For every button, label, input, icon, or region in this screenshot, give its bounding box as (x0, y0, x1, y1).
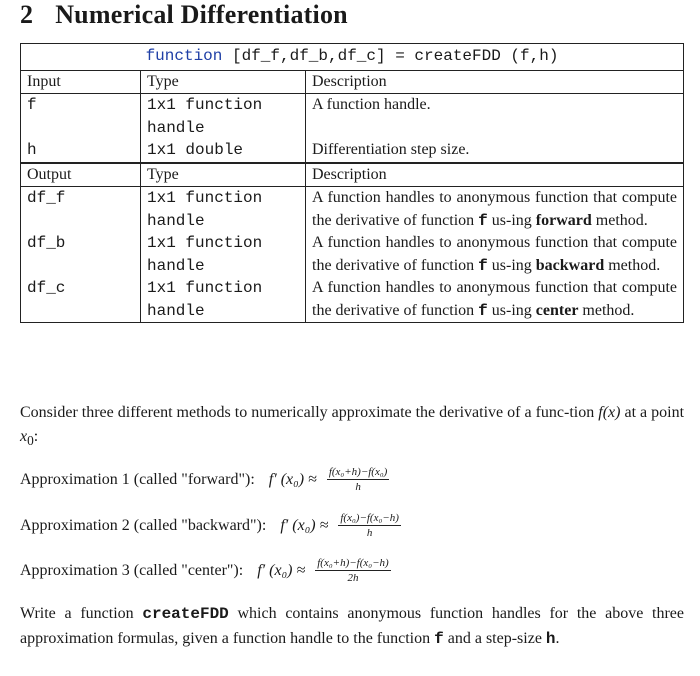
output-description: A function handles to anonymous function that compute the derivative of function f us-ing forward method. (306, 187, 684, 233)
approximation-fraction (338, 512, 401, 540)
input-header-type: Type (141, 70, 306, 94)
output-header-type: Type (141, 163, 306, 187)
fraction-numerator: f(x₀)−f(x₀−h) (340, 512, 399, 524)
approximation-lhs: f′ (x₀) ≈ (268, 471, 317, 488)
output-header-label: Output (21, 163, 141, 187)
output-row-df-f (21, 187, 684, 233)
fraction-denominator: h (366, 527, 373, 539)
output-name: df_f (21, 187, 141, 233)
output-name: df_b (21, 232, 141, 277)
input-row-h (21, 139, 684, 163)
output-description: A function handles to anonymous function that compute the derivative of function f us-ing backward method. (306, 232, 684, 277)
output-row-df-b (21, 232, 684, 277)
signature-keyword: function (145, 47, 223, 65)
input-type: 1x1 function handle (141, 94, 306, 140)
approximation-label: Approximation 2 (called "backward"): (20, 517, 267, 534)
approximation-backward (20, 512, 401, 540)
fraction-numerator: f(x₀+h)−f(x₀−h) (317, 557, 389, 569)
approximation-label: Approximation 3 (called "center"): (20, 562, 244, 579)
signature-text: [df_f,df_b,df_c] = createFDD (f,h) (231, 47, 559, 65)
input-row-f (21, 94, 684, 140)
fraction-denominator: 2h (347, 572, 359, 584)
fraction-denominator: h (355, 481, 361, 493)
output-description: A function handles to anonymous function that compute the derivative of function f us-ing center method. (306, 277, 684, 323)
section-number: 2 (20, 0, 34, 29)
approximation-fraction (327, 466, 390, 494)
input-header-label: Input (21, 70, 141, 94)
section-heading (20, 0, 348, 30)
output-name: df_c (21, 277, 141, 323)
fraction-numerator: f(x₀+h)−f(x₀) (328, 466, 388, 478)
output-type: 1x1 function handle (141, 277, 306, 323)
output-type: 1x1 function handle (141, 187, 306, 233)
input-type: 1x1 double (141, 139, 306, 163)
input-header-description: Description (306, 70, 684, 94)
output-header-description: Description (306, 163, 684, 187)
section-title: Numerical Differentiation (55, 0, 348, 29)
input-header-row (21, 70, 684, 94)
function-name: createFDD (142, 605, 229, 623)
signature-cell (21, 44, 684, 71)
approximation-fraction (315, 557, 390, 585)
output-header-row (21, 163, 684, 187)
input-name: h (21, 139, 141, 163)
function-spec-table (20, 43, 684, 323)
signature-row (21, 44, 684, 71)
approximation-lhs: f′ (x₀) ≈ (280, 517, 329, 534)
input-name: f (21, 94, 141, 140)
approximation-center (20, 557, 391, 585)
approximation-forward (20, 466, 389, 494)
intro-paragraph: Consider three different methods to numerically approximate the derivative of a func-tion f(x) at a point $x_0$: (20, 404, 685, 448)
input-description: Differentiation step size. (306, 139, 684, 163)
approximation-lhs: f′ (x₀) ≈ (257, 562, 306, 579)
output-row-df-c (21, 277, 684, 323)
closing-paragraph: Write a function createFDD which contains anonymous function handles for the above three approximation formulas, given a function handle to the function f and a step-size h. (20, 605, 685, 648)
approximation-label: Approximation 1 (called "forward"): (20, 471, 255, 488)
input-description: A function handle. (306, 94, 684, 140)
output-type: 1x1 function handle (141, 232, 306, 277)
